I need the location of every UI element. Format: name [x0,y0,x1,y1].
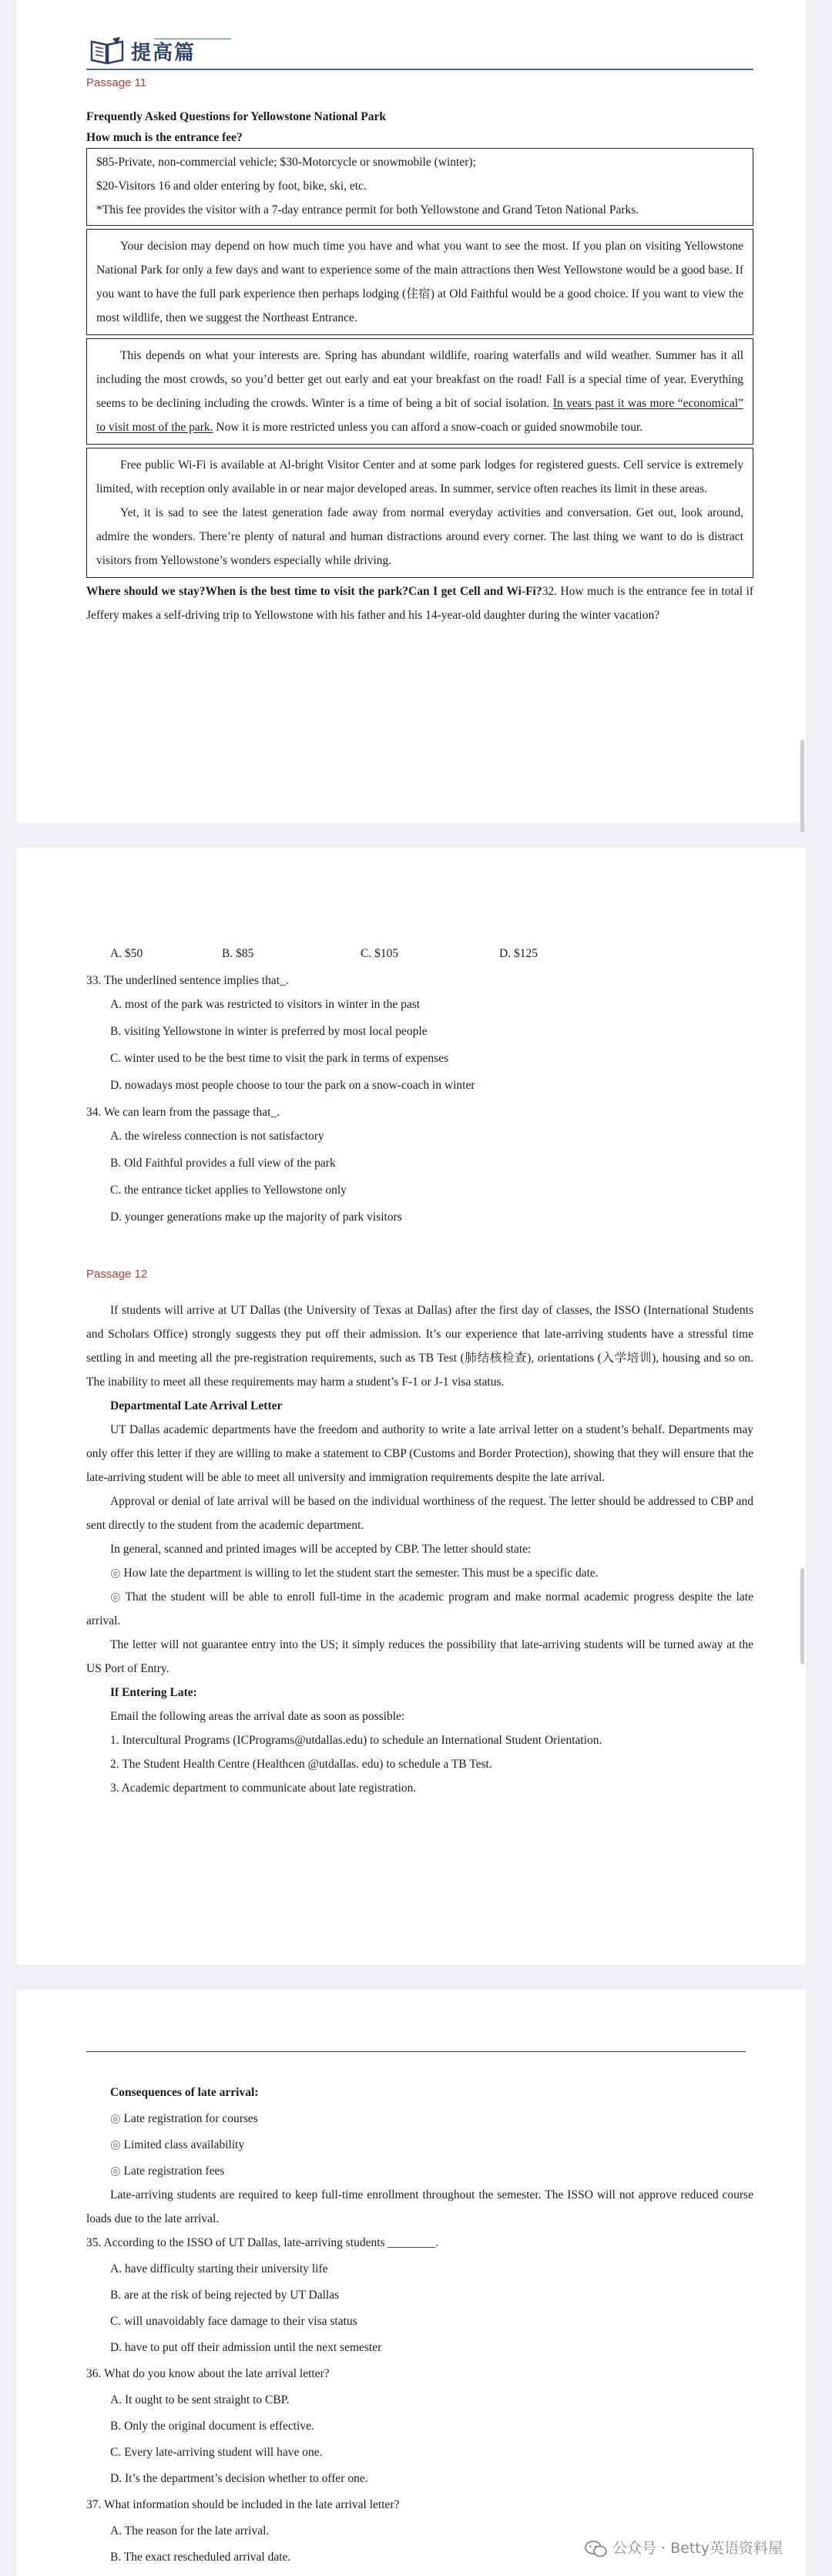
question-35: 35. According to the ISSO of UT Dallas, late-arriving students ________. [86,2236,439,2249]
question-32: Where should we stay?When is the best time to visit the park?Can I get Cell and Wi-Fi?32. How much is the entrance fee in total if Jeffery makes a self-driving trip to Yellowstone with his father and his 14-year-old daughter during the winter vacation? [86,585,753,622]
passage-12-continued [86,2081,753,2569]
option: B. The exact rescheduled arrival date. [110,2551,291,2564]
book-icon [89,37,125,69]
option: A. It ought to be sent straight to CBP. [110,2393,290,2406]
statement-item: ◎ How late the department is willing to let the student start the semester. This must be a specific date. [110,1567,599,1580]
wifi-paragraph: Yet, it is sad to see the latest generation fade away from normal everyday activities and conversation. Get out, look around, admire the wonders. There’re plenty of natural and human distractions around every corner. The last thing we want to do is distract visitors from Yellowstone’s wonders especially while driving. [96,506,743,567]
top-rule [86,2051,746,2052]
fee-line: $85-Private, non-commercial vehicle; $30-Motorcycle or snowmobile (winter); [96,156,476,169]
option: C. $105 [361,947,399,960]
time-box [86,338,753,445]
paragraph: In general, scanned and printed images will be accepted by CBP. The letter should state: [110,1543,532,1556]
subheading: If Entering Late: [110,1686,197,1699]
option: A. have difficulty starting their university life [110,2262,328,2275]
paragraph: Email the following areas the arrival date as soon as possible: [110,1710,405,1723]
passage-title: Frequently Asked Questions for Yellowstone National Park [86,110,386,123]
consequence-item: ◎ Limited class availability [110,2138,245,2151]
option: D. $125 [499,947,538,960]
subheading: Consequences of late arrival: [110,2086,259,2099]
list-item: 3. Academic department to communicate about late registration. [110,1782,417,1795]
intro-paragraph: If students will arrive at UT Dallas (the University of Texas at Dallas) after the first day of classes, the ISSO (International Students and Scholars Office) strongly suggests they put off their admission. It’s our experience that late-arriving students have a stressful time settling in and meeting all the pre-registration requirements, such as TB Test (肺结核检查), orientations (入学培训), housing and so on. The inability to meet all these requirements may harm a student’s F-1 or J-1 visa status. [86,1304,753,1389]
consequence-item: ◎ Late registration for courses [110,2112,258,2125]
question-heading: How much is the entrance fee? [86,131,243,144]
option: B. Only the original document is effective. [110,2420,314,2433]
passage-11 [86,71,753,627]
circle-bullet-icon: ◎ [110,2165,121,2178]
underlined-sentence: In years past it was more “economical” to visit most of the park. [96,397,743,434]
wifi-paragraph: Free public Wi-Fi is available at Al-bright Visitor Center and at some park lodges for registered guests. Cell service is extremely limited, with reception only available in or near major developed areas. In summer, service often reaches its limit in these areas. [96,458,743,495]
fee-note: *This fee provides the visitor with a 7-day entrance permit for both Yellowstone and Grand Teton National Parks. [96,203,639,217]
subheading: Departmental Late Arrival Letter [110,1399,283,1412]
fee-line: $20-Visitors 16 and older entering by foot, bike, ski, etc. [96,180,367,193]
wechat-icon [585,2541,608,2558]
option: B. Old Faithful provides a full view of the park [110,1157,336,1170]
option: D. have to put off their admission until the next semester [110,2341,382,2354]
consequence-item: ◎ Late registration fees [110,2165,225,2178]
passage-label: Passage 11 [86,76,147,89]
circle-bullet-icon: ◎ [110,1590,122,1604]
option: A. the wireless connection is not satisfactory [110,1130,324,1143]
watermark [585,2537,783,2558]
paragraph: Approval or denial of late arrival will be based on the individual worthiness of the request. The letter should be addressed to CBP and sent directly to the student from the academic department. [86,1495,753,1532]
statement-item: ◎ That the student will be able to enroll full-time in the academic program and make normal academic progress despite the late arrival. [86,1590,753,1627]
question-36: 36. What do you know about the late arrival letter? [86,2367,330,2380]
option: B. visiting Yellowstone in winter is preferred by most local people [110,1025,428,1038]
list-item: 1. Intercultural Programs (ICPrograms@utdallas.edu) to schedule an International Student Orientation. [110,1734,602,1747]
questions-32-34 [86,942,753,1229]
header-rule [86,69,753,70]
fee-box [86,148,753,226]
circle-bullet-icon: ◎ [110,2112,121,2125]
stay-box [86,229,753,335]
q32-options [86,942,753,966]
scrollbar[interactable] [800,740,804,832]
stay-paragraph: Your decision may depend on how much time you have and what you want to see the most. If you plan on visiting Yellowstone National Park for only a few days and want to experience some of the main attractions then West Yellowstone would be a good base. If you want to have the full park experience then perhaps lodging (住宿) at Old Faithful would be a good choice. If you want to view the most wildlife, then we suggest the Northeast Entrance. [96,240,743,324]
scrollbar[interactable] [800,1568,804,1664]
wifi-box [86,448,753,578]
question-37: 37. What information should be included in the late arrival letter? [86,2498,400,2511]
paragraph: Late-arriving students are required to keep full-time enrollment throughout the semester. The ISSO will not approve reduced course loads due to the late arrival. [86,2188,753,2225]
watermark-text: 公众号 · Betty英语资料屋 [612,2540,783,2557]
circle-bullet-icon: ◎ [110,2138,121,2151]
time-paragraph: This depends on what your interests are. Spring has abundant wildlife, roaring waterfalls and wild weather. Summer has it all including the most crowds, so you’d better get out early and eat your breakfast on the road! Fall is a special time of year. Everything seems to be declining including the crowds. Winter is a time of being a bit of social isolation. In years past it was more “economical” to visit most of the park. Now it is more restricted unless you can afford a snow-coach or guided snowmobile tour. [96,349,743,434]
passage-label: Passage 12 [86,1268,148,1281]
option: A. most of the park was restricted to visitors in winter in the past [110,998,421,1011]
option: A. $50 [110,947,143,960]
option: A. The reason for the late arrival. [110,2524,270,2537]
option: D. nowadays most people choose to tour the park on a snow-coach in winter [110,1079,475,1092]
page-3 [17,1990,806,2576]
option: C. winter used to be the best time to visit the park in terms of expenses [110,1052,449,1065]
section-title: 提高篇 [131,42,196,65]
passage-12 [86,1262,753,1800]
circle-bullet-icon: ◎ [110,1567,121,1580]
page-2 [17,848,806,1965]
question-33: 33. The underlined sentence implies that_. [86,974,289,987]
paragraph: The letter will not guarantee entry into the US; it simply reduces the possibility that late-arriving students will be turned away at the US Port of Entry. [86,1638,753,1675]
option: D. It’s the department’s decision whether to offer one. [110,2472,368,2485]
option: B. are at the risk of being rejected by UT Dallas [110,2289,340,2302]
option: C. the entrance ticket applies to Yellowstone only [110,1184,347,1197]
page-1 [17,0,806,823]
question-34: 34. We can learn from the passage that_. [86,1106,280,1119]
paragraph: UT Dallas academic departments have the freedom and authority to write a late arrival letter on a student’s behalf. Departments may only offer this letter if they are willing to make a statement to CBP (Customs and Border Protection), showing that they will ensure that the late-arriving student will be able to meet all university and immigration requirements despite the late arrival. [86,1423,753,1484]
option: C. Every late-arriving student will have one. [110,2446,323,2459]
option: D. younger generations make up the majority of park visitors [110,1211,402,1224]
option: C. will unavoidably face damage to their visa status [110,2315,357,2328]
list-item: 2. The Student Health Centre (Healthcen @utdallas. edu) to schedule a TB Test. [110,1758,492,1771]
option: B. $85 [222,947,254,960]
